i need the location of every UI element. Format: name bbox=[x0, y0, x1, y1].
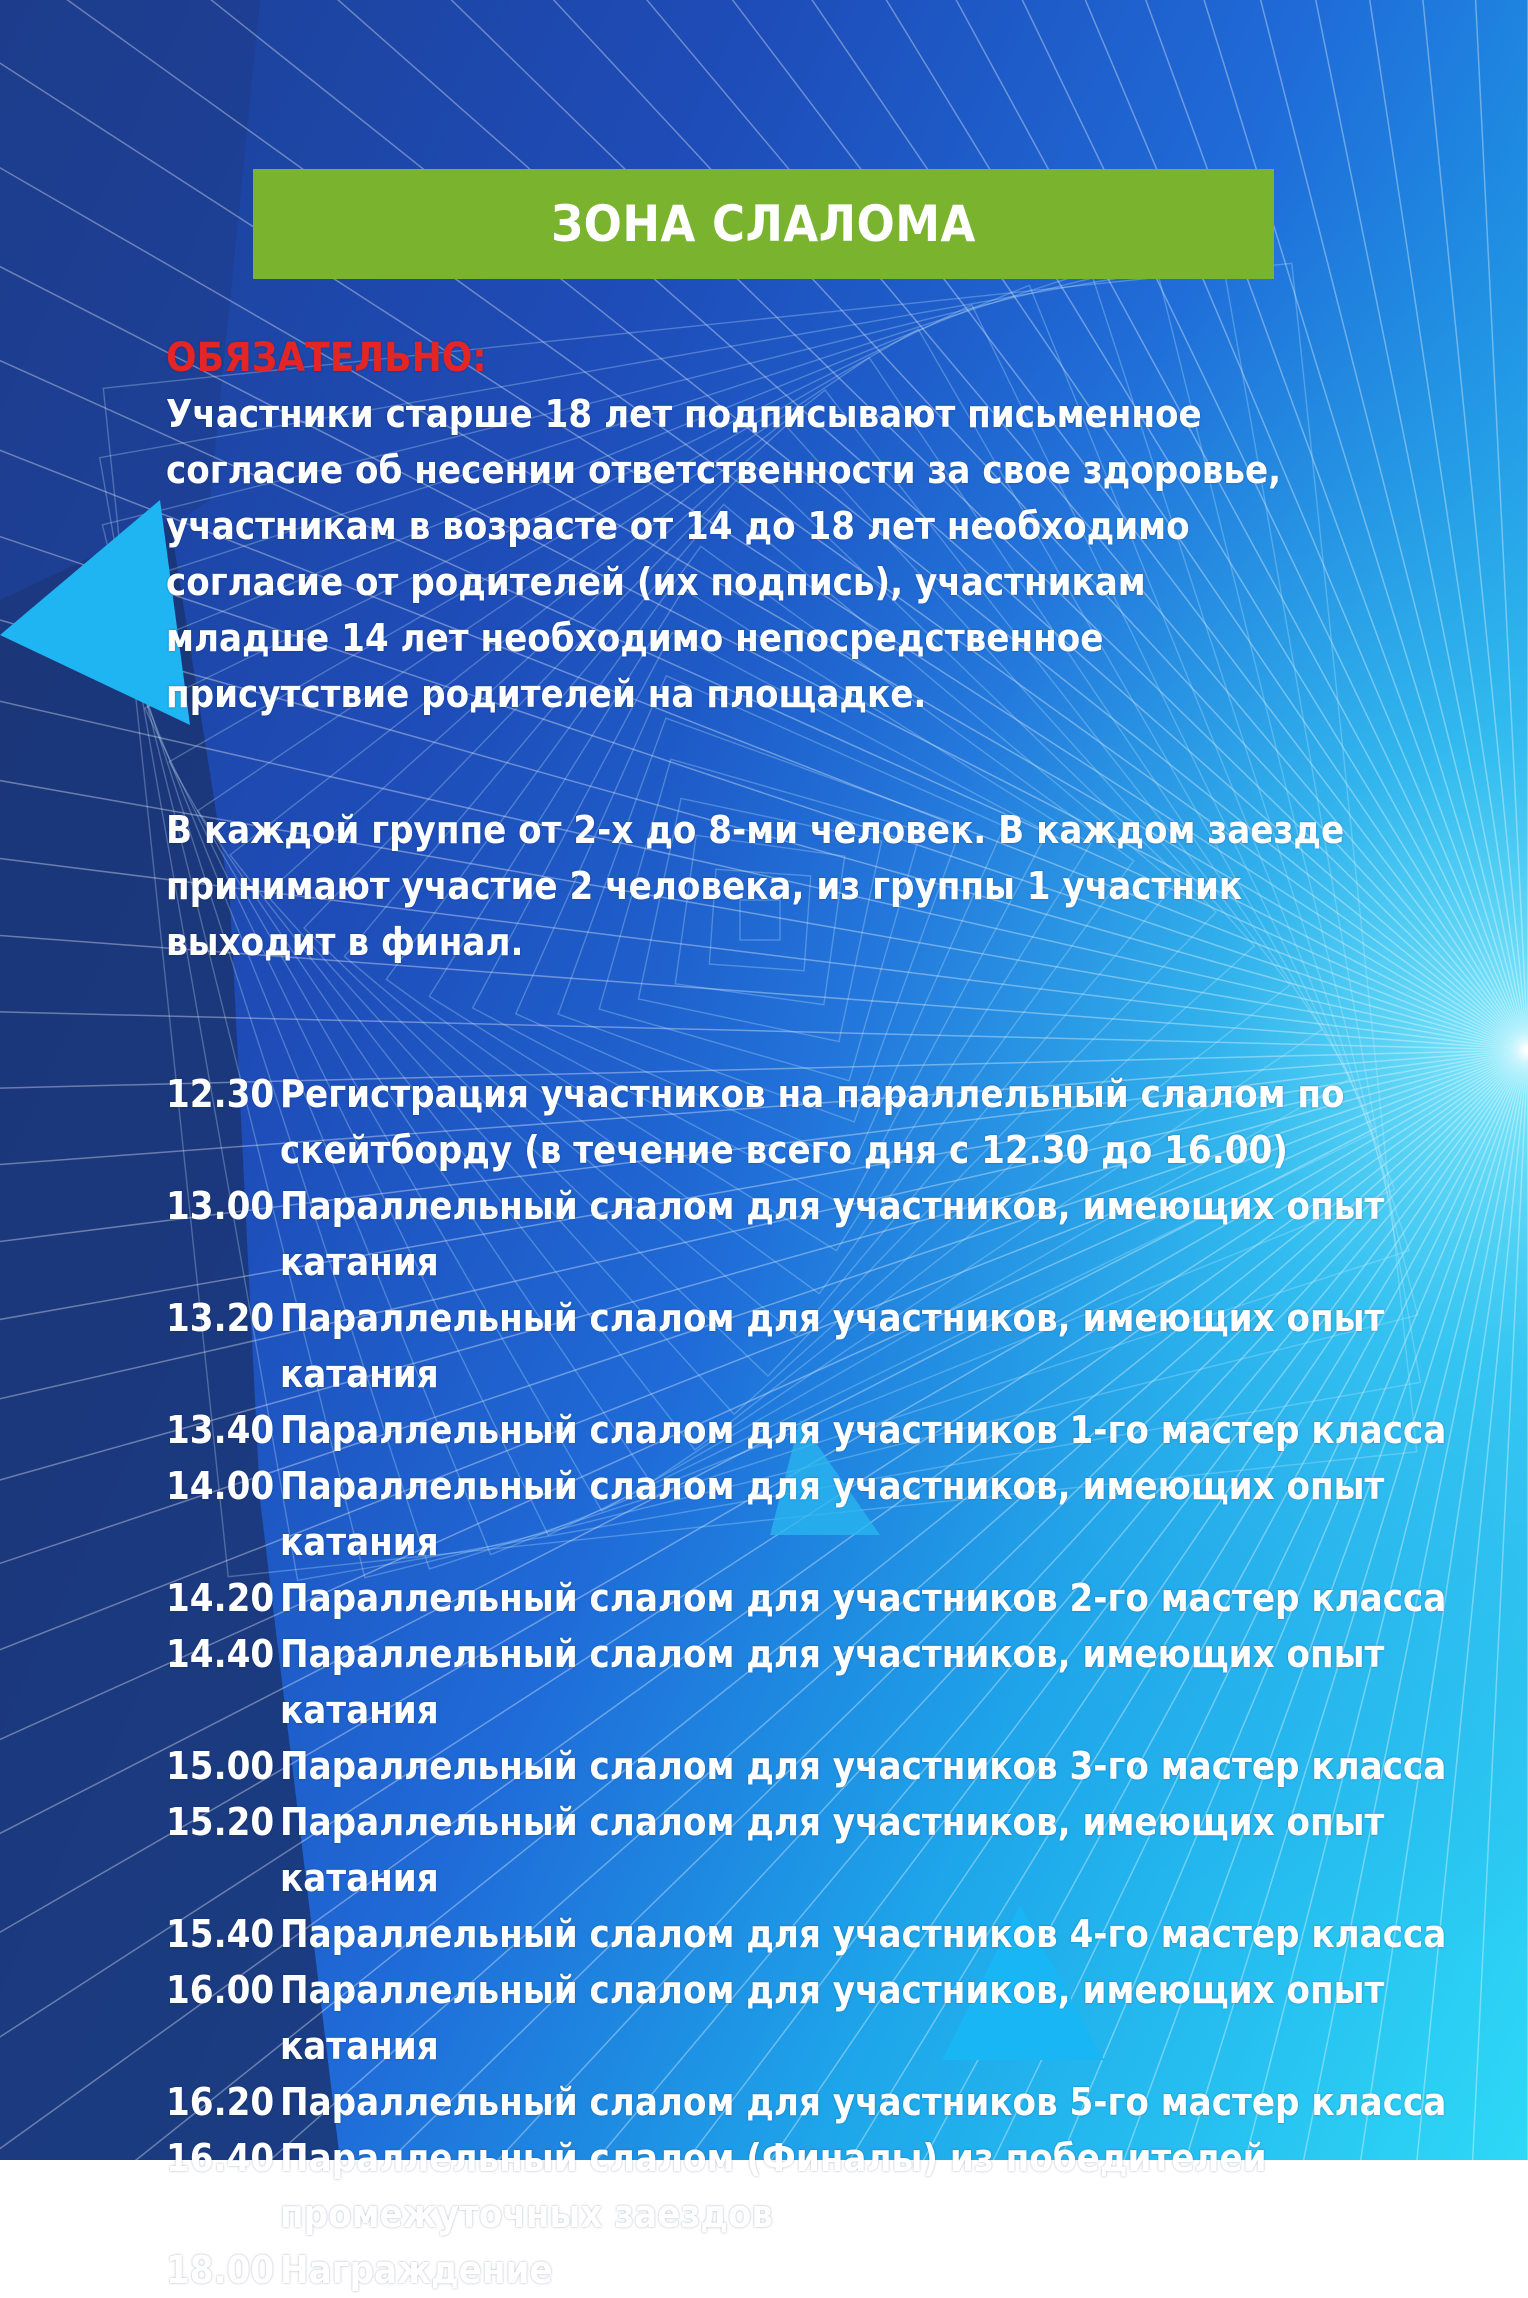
schedule-row bbox=[166, 1458, 1496, 1570]
schedule-row bbox=[166, 1290, 1496, 1402]
schedule-event: Параллельный слалом для участников 1-го мастер класса bbox=[280, 1408, 1447, 1452]
schedule-row bbox=[166, 1626, 1496, 1738]
schedule-time: 18.00 bbox=[166, 2248, 275, 2292]
schedule-time: 15.20 bbox=[166, 1800, 275, 1844]
schedule-row bbox=[166, 2242, 1496, 2298]
schedule-event: Параллельный слалом для участников 3-го мастер класса bbox=[280, 1744, 1447, 1788]
schedule-time: 14.40 bbox=[166, 1632, 275, 1676]
schedule-event: Параллельный слалом для участников 4-го мастер класса bbox=[280, 1912, 1447, 1956]
schedule-row bbox=[166, 1794, 1496, 1906]
schedule-event: Параллельный слалом для участников, имеющих опыт катания bbox=[280, 1632, 1385, 1732]
schedule-row bbox=[166, 1402, 1496, 1458]
schedule-time: 13.00 bbox=[166, 1184, 275, 1228]
schedule-event: Параллельный слалом (Финалы) из победителей промежуточных заездов bbox=[280, 2136, 1267, 2236]
schedule-row bbox=[166, 1570, 1496, 1626]
schedule-event: Параллельный слалом для участников 2-го мастер класса bbox=[280, 1576, 1447, 1620]
mandatory-text: Участники старше 18 лет подписывают письменное согласие об несении ответственности за свое здоровье, участникам в возрасте от 14 до 18 лет необходимо согласие от родителей (их подпись), участникам младше 14 лет необходимо непосредственное присутствие родителей на площадке. bbox=[166, 392, 1282, 716]
schedule-time: 15.00 bbox=[166, 1744, 275, 1788]
schedule-time: 13.20 bbox=[166, 1296, 275, 1340]
schedule-event: Параллельный слалом для участников, имеющих опыт катания bbox=[280, 1184, 1385, 1284]
groups-info: В каждой группе от 2-х до 8-ми человек. В каждом заезде принимают участие 2 человека, из группы 1 участник выходит в финал. bbox=[166, 808, 1345, 964]
schedule-row bbox=[166, 1178, 1496, 1290]
schedule-time: 14.00 bbox=[166, 1464, 275, 1508]
schedule-row bbox=[166, 1962, 1496, 2074]
schedule-event: Параллельный слалом для участников, имеющих опыт катания bbox=[280, 1296, 1385, 1396]
schedule-event: Параллельный слалом для участников 5-го мастер класса bbox=[280, 2080, 1447, 2124]
schedule-row bbox=[166, 1906, 1496, 1962]
schedule-row bbox=[166, 1066, 1496, 1178]
mandatory-label: ОБЯЗАТЕЛЬНО: bbox=[166, 335, 487, 381]
schedule-time: 16.00 bbox=[166, 1968, 275, 2012]
schedule-event: Параллельный слалом для участников, имеющих опыт катания bbox=[280, 1968, 1385, 2068]
schedule-row bbox=[166, 2074, 1496, 2130]
schedule-time: 12.30 bbox=[166, 1072, 275, 1116]
schedule-event: Награждение bbox=[280, 2248, 553, 2292]
page-title: ЗОНА СЛАЛОМА bbox=[551, 195, 976, 253]
schedule-row bbox=[166, 1738, 1496, 1794]
schedule-time: 13.40 bbox=[166, 1408, 275, 1452]
schedule-event: Параллельный слалом для участников, имеющих опыт катания bbox=[280, 1464, 1385, 1564]
header-bar bbox=[253, 169, 1274, 279]
schedule-time: 14.20 bbox=[166, 1576, 275, 1620]
schedule-event: Регистрация участников на параллельный слалом по скейтборду (в течение всего дня с 12.30 до 16.00) bbox=[280, 1072, 1345, 1172]
schedule-list bbox=[166, 1066, 1496, 2298]
schedule-time: 16.20 bbox=[166, 2080, 275, 2124]
schedule-row bbox=[166, 2130, 1496, 2242]
schedule-time: 16.40 bbox=[166, 2136, 275, 2180]
schedule-event: Параллельный слалом для участников, имеющих опыт катания bbox=[280, 1800, 1385, 1900]
main-content bbox=[166, 330, 1496, 2298]
schedule-time: 15.40 bbox=[166, 1912, 275, 1956]
